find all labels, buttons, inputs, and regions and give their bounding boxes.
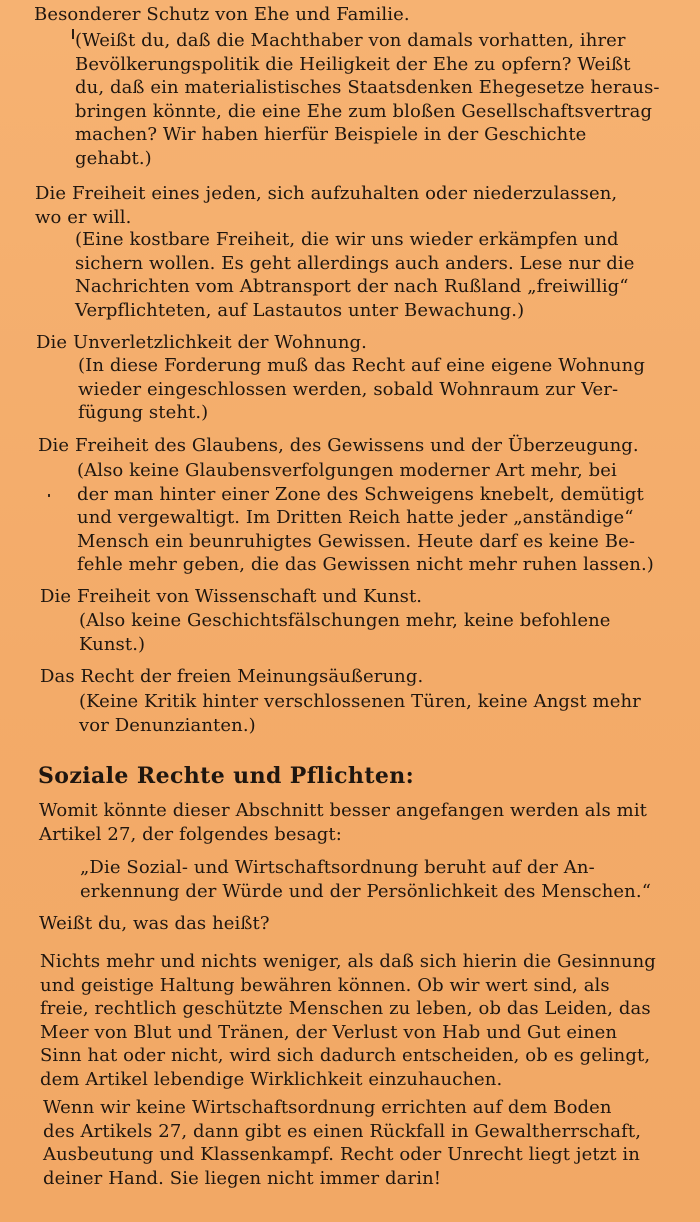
detail-line: (Also keine Geschichtsfälschungen mehr, keine befohlene	[79, 610, 611, 631]
detail-line: (Weißt du, daß die Machthaber von damals vorhatten, ihrer	[75, 30, 626, 51]
section-detail-science-art	[79, 609, 679, 656]
quote-line: erkennung der Würde und der Persönlichkeit des Menschen.“	[80, 880, 652, 902]
paragraph-line: Ausbeutung und Klassenkampf. Recht oder Unrecht liegt jetzt in	[43, 1144, 640, 1165]
detail-line: machen? Wir haben hierfür Beispiele in der Geschichte	[75, 124, 587, 145]
detail-line: bringen könnte, die eine Ehe zum bloßen Gesellschaftsvertrag	[75, 100, 653, 122]
paragraph-line: Sinn hat oder nicht, wird sich dadurch entscheiden, ob es gelingt,	[40, 1045, 651, 1066]
detail-line: Kunst.)	[79, 633, 146, 655]
detail-line: (Eine kostbare Freiheit, die wir uns wieder erkämpfen und	[75, 229, 619, 250]
detail-line: gehabt.)	[75, 147, 152, 169]
body-paragraph-1	[40, 950, 680, 1091]
intro-paragraph	[39, 799, 679, 846]
section-title-line: Die Freiheit eines jeden, sich aufzuhalten oder niederzulassen,	[35, 183, 618, 204]
margin-dot	[48, 494, 50, 497]
detail-line: und vergewaltigt. Im Dritten Reich hatte jeder „anständige“	[77, 507, 634, 528]
section-title-marriage	[34, 3, 674, 27]
paragraph-line: und geistige Haltung bewähren können. Ob wir wert sind, als	[40, 974, 610, 996]
paragraph-line: des Artikels 27, dann gibt es einen Rückfall in Gewaltherrschaft,	[43, 1120, 642, 1142]
detail-line: wieder eingeschlossen werden, sobald Wohnraum zur Ver-	[78, 378, 619, 400]
intro-line: Womit könnte dieser Abschnitt besser angefangen werden als mit	[39, 800, 648, 821]
detail-line: (Keine Kritik hinter verschlossenen Türen, keine Angst mehr	[79, 691, 641, 712]
section-title-line: wo er will.	[35, 206, 132, 228]
section-title-line: Besonderer Schutz von Ehe und Familie.	[34, 4, 410, 25]
section-title-line: Das Recht der freien Meinungsäußerung.	[40, 666, 424, 687]
detail-line: Mensch ein beunruhigtes Gewissen. Heute darf es keine Be-	[77, 530, 636, 552]
section-title-faith	[38, 434, 678, 458]
detail-line: fügung steht.)	[78, 402, 209, 423]
section-detail-opinion	[79, 690, 679, 737]
section-title-science-art	[40, 585, 680, 609]
section-detail-faith	[77, 459, 677, 577]
paragraph-line: Wenn wir keine Wirtschaftsordnung errichten auf dem Boden	[43, 1097, 612, 1118]
section-detail-freedom-of-movement	[75, 228, 675, 322]
section-heading-social-rights: Soziale Rechte und Pflichten:	[38, 763, 415, 789]
intro-line: Artikel 27, der folgendes besagt:	[39, 823, 342, 845]
section-title-freedom-of-movement	[35, 182, 675, 229]
detail-line: Bevölkerungspolitik die Heiligkeit der Ehe zu opfern? Weißt	[75, 53, 631, 75]
detail-line: Verpflichteten, auf Lastautos unter Bewachung.)	[75, 299, 525, 321]
paragraph-line: Meer von Blut und Tränen, der Verlust von Hab und Gut einen	[40, 1021, 618, 1043]
quote-line: „Die Sozial- und Wirtschaftsordnung beruht auf der An-	[80, 857, 595, 878]
detail-line: fehle mehr geben, die das Gewissen nicht mehr ruhen lassen.)	[77, 554, 654, 575]
detail-line: du, daß ein materialistisches Staatsdenken Ehegesetze heraus-	[75, 77, 660, 98]
section-title-line: Die Freiheit von Wissenschaft und Kunst.	[40, 586, 423, 607]
section-title-home	[36, 331, 676, 355]
question-text: Weißt du, was das heißt?	[39, 913, 270, 934]
question-line	[39, 912, 679, 936]
detail-line: sichern wollen. Es geht allerdings auch anders. Lese nur die	[75, 252, 635, 274]
detail-line: (Also keine Glaubensverfolgungen moderner Art mehr, bei	[77, 460, 617, 481]
detail-line: Nachrichten vom Abtransport der nach Rußland „freiwillig“	[75, 276, 629, 297]
article-27-quote	[80, 856, 680, 903]
paragraph-line: freie, rechtlich geschützte Menschen zu leben, ob das Leiden, das	[40, 998, 651, 1019]
paragraph-line: dem Artikel lebendige Wirklichkeit einzuhauchen.	[40, 1068, 503, 1090]
detail-line: vor Denunzianten.)	[79, 714, 256, 736]
detail-line: (In diese Forderung muß das Recht auf eine eigene Wohnung	[78, 355, 645, 376]
detail-line: der man hinter einer Zone des Schweigens knebelt, demütigt	[77, 483, 644, 505]
section-detail-marriage	[75, 29, 675, 170]
margin-mark	[72, 29, 74, 39]
section-title-line: Die Unverletzlichkeit der Wohnung.	[36, 332, 367, 353]
paragraph-line: deiner Hand. Sie liegen nicht immer darin!	[43, 1167, 442, 1189]
section-title-opinion	[40, 665, 680, 689]
section-title-line: Die Freiheit des Glaubens, des Gewissens und der Überzeugung.	[38, 435, 639, 456]
section-detail-home	[78, 354, 678, 425]
body-paragraph-2	[43, 1096, 683, 1190]
paragraph-line: Nichts mehr und nichts weniger, als daß sich hierin die Gesinnung	[40, 951, 656, 972]
